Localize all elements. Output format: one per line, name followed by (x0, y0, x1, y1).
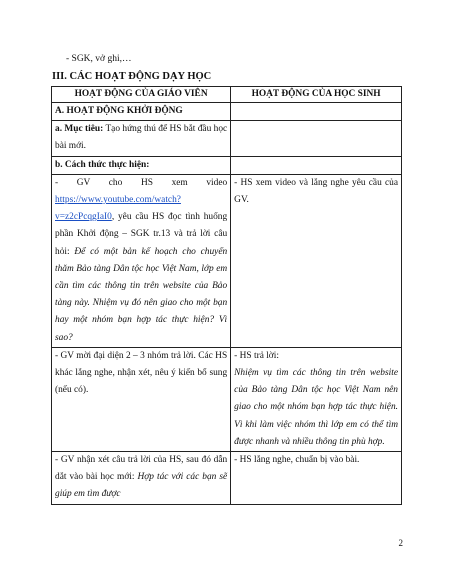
gv-comment-intro: - GV nhận xét câu trả lời của HS, sau đó dẫn dắt vào bài học mới: (55, 455, 228, 483)
row-a-title: A. HOẠT ĐỘNG KHỞI ĐỘNG (52, 103, 231, 121)
empty-cell (231, 121, 402, 156)
gv-invite-cell: - GV mời đại diện 2 – 3 nhóm trả lời. Các HS khác lắng nghe, nhận xét, nêu ý kiến bổ sung (nếu có). (52, 347, 231, 451)
video-link[interactable]: https://www.youtube.com/watch?v=z2cPcqgIaI0 (55, 195, 181, 223)
hs-watch-cell: - HS xem video và lắng nghe yêu cầu của GV. (231, 174, 402, 347)
hs-listen-cell: - HS lắng nghe, chuẩn bị vào bài. (231, 452, 402, 505)
empty-cell (231, 103, 402, 121)
gv-comment-italic: Hợp tác với các bạn sẽ giúp em tìm được (55, 472, 228, 500)
header-teacher: HOẠT ĐỘNG CỦA GIÁO VIÊN (52, 87, 231, 103)
gv-task-mid: , yêu cầu HS đọc tình huống phần Khởi động – SGK tr.13 và trả lời câu hỏi: (55, 212, 228, 257)
muc-tieu-text: Tạo hứng thú để HS bắt đầu học bài mới. (55, 124, 228, 152)
table-row (52, 156, 402, 174)
hs-answer-label: - HS trả lời: (234, 350, 279, 361)
cach-thuc-label: b. Cách thức thực hiện: (52, 156, 231, 174)
table-row (52, 103, 402, 121)
hs-answer-text: Nhiệm vụ tìm các thông tin trên website của Bảo tàng Dân tộc học Việt Nam nên giao cho một nhóm bạn hợp tác thực hiện. Vì khi làm việc nhóm thì lớp em có thể tìm được nhanh và nhiều thông tin phù hợp. (234, 368, 398, 447)
gv-task-cell (52, 174, 231, 347)
materials-line: - SGK, vở ghi,… (66, 54, 132, 64)
empty-cell (231, 156, 402, 174)
table-row (52, 452, 402, 505)
gv-task-question: Để có một bản kế hoạch cho chuyến thăm Bảo tàng Dân tộc học Việt Nam, lớp em cần tìm các thông tin trên website của Bảo tàng này. Nhiệm vụ đó nên giao cho một bạn hay một nhóm bạn hợp tác thực hiện? Vì sao? (55, 246, 228, 343)
table-header-row (52, 87, 402, 103)
table-row (52, 174, 402, 347)
section-heading: III. CÁC HOẠT ĐỘNG DẠY HỌC (52, 71, 212, 82)
muc-tieu-label: a. Mục tiêu: (55, 124, 104, 135)
table-row (52, 347, 402, 451)
header-student: HOẠT ĐỘNG CỦA HỌC SINH (231, 87, 402, 103)
gv-task-intro: - GV cho HS xem video (55, 177, 228, 188)
gv-comment-cell (52, 452, 231, 505)
table-row (52, 121, 402, 156)
muc-tieu-cell (52, 121, 231, 156)
page-number: 2 (398, 538, 403, 548)
activities-table (51, 86, 402, 505)
hs-answer-cell (231, 347, 402, 451)
